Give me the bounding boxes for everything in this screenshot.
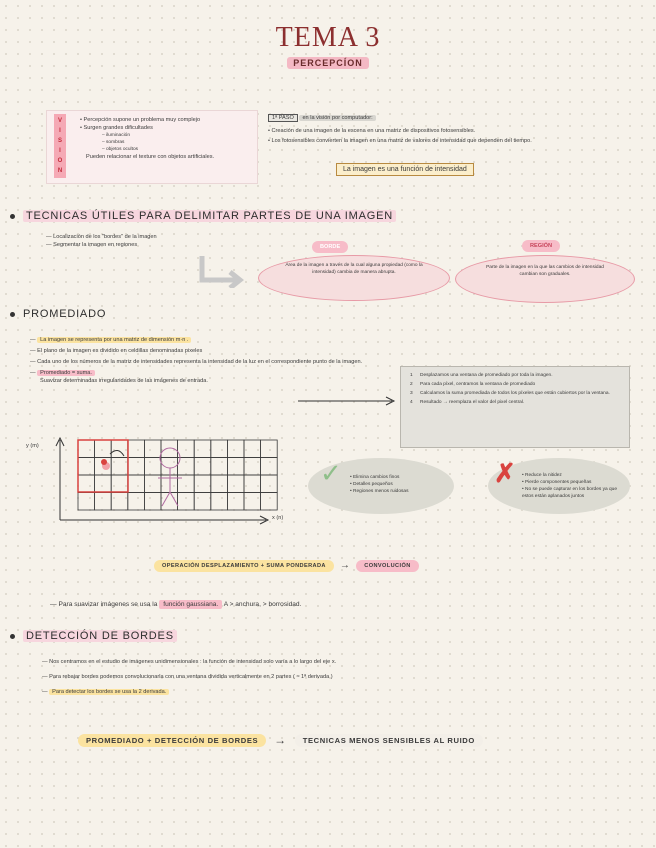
check-icon: ✓ bbox=[320, 458, 342, 488]
grid-cell bbox=[261, 493, 278, 511]
window-marker bbox=[101, 459, 107, 465]
grid-cell bbox=[261, 440, 278, 458]
borde-label: BORDE bbox=[312, 241, 348, 253]
grid-cell bbox=[211, 458, 228, 476]
vision-sub-bullets bbox=[80, 132, 252, 153]
paso-desc: en la visión por computador: bbox=[299, 115, 375, 121]
vision-content bbox=[80, 116, 252, 161]
paso-bullet: • Creación de una imagen de la escena en una matriz de dispositivos fotosensibles. bbox=[268, 128, 476, 134]
grid-cell bbox=[144, 458, 161, 476]
bullet-dot bbox=[10, 214, 15, 219]
cons-item: • Reduce la nitidez bbox=[522, 473, 562, 478]
paso-label: 1ª PASO bbox=[268, 114, 298, 122]
convolucion-left: OPERACIÓN DESPLAZAMIENTO + SUMA PONDERADA bbox=[154, 560, 334, 572]
grid-cell bbox=[78, 458, 95, 476]
grid-cell bbox=[211, 493, 228, 511]
grid-cell bbox=[244, 475, 261, 493]
grid-cell bbox=[144, 493, 161, 511]
bordes-item: — Para rebajar bordes podemos convolucionarla con una ventana dividida verticalmente en 2 partes ( ≈ 1ª derivada ) bbox=[42, 674, 333, 680]
tecnicas-item: — Localización de los "bordes" de la imagen bbox=[46, 234, 157, 240]
tecnicas-list bbox=[46, 233, 157, 249]
grid-cell bbox=[194, 475, 211, 493]
grid-cell bbox=[95, 475, 112, 493]
promediado-item: — Cada uno de los números de la matriz de intensidades representa la intensidad de la luz en el correspondiente punto de la imagen. bbox=[30, 359, 363, 365]
page-title: TEMA 3 bbox=[275, 22, 381, 53]
paso-header bbox=[268, 114, 630, 122]
pros-list bbox=[350, 474, 446, 495]
promediado-heading: PROMEDIADO bbox=[10, 308, 106, 320]
grid-cell bbox=[227, 458, 244, 476]
grid-cell bbox=[227, 440, 244, 458]
region-ellipse bbox=[455, 255, 635, 303]
convolucion-right: CONVOLUCIÓN bbox=[356, 560, 418, 572]
grid-cell bbox=[111, 493, 128, 511]
pixel-grid bbox=[78, 440, 277, 510]
bullet-dot bbox=[10, 634, 15, 639]
grid-cell bbox=[227, 493, 244, 511]
final-row bbox=[78, 733, 483, 747]
cross-icon: ✗ bbox=[494, 458, 516, 488]
promediado-item: — El plano de la imagen es dividido en celdillas denominadas pixeles bbox=[30, 348, 203, 354]
grid-cell bbox=[161, 440, 178, 458]
grid-cell bbox=[227, 475, 244, 493]
grid-cell bbox=[194, 440, 211, 458]
grid-cell bbox=[261, 475, 278, 493]
grid-cell bbox=[211, 440, 228, 458]
grid-cell bbox=[244, 440, 261, 458]
page-subtitle bbox=[0, 58, 656, 68]
grid-cell bbox=[95, 440, 112, 458]
pros-item: • Regiones menos ruidosas bbox=[350, 489, 409, 494]
borde-text: Área de la imagen a través de la cual alguna propiedad (como la intensidad) cambia de manera abrupta. bbox=[285, 263, 423, 275]
grid-cell bbox=[178, 440, 195, 458]
gauss-highlight: función gaussiana. bbox=[159, 600, 222, 609]
cons-item: • No se puede capturar en los bordes ya que estos están aplanados juntos bbox=[522, 487, 618, 499]
grid-cell bbox=[261, 458, 278, 476]
tecnicas-heading: TECNICAS ÚTILES PARA DELIMITAR PARTES DE UNA IMAGEN bbox=[10, 210, 396, 222]
paso-block bbox=[268, 114, 630, 145]
vision-sub-bullet: – iluminación bbox=[102, 133, 131, 138]
bordes-item: — Para detectar los bordes se usa la 2 derivada. bbox=[42, 688, 602, 696]
bordes-heading: DETECCIÓN DE BORDES bbox=[10, 630, 177, 642]
region-label: REGIÓN bbox=[522, 240, 560, 252]
promediado-list bbox=[30, 336, 370, 385]
vision-tab bbox=[54, 114, 66, 178]
region-text: Parte de la imagen en la que las cambios de intensidad cambian son graduales. bbox=[486, 265, 604, 277]
axis-x-label: x (n) bbox=[272, 515, 284, 521]
axis-y-label: y (m) bbox=[26, 443, 39, 449]
promediado-item: — La imagen se representa por una matriz de dimensión m·n . bbox=[30, 336, 370, 344]
grid-cell bbox=[78, 493, 95, 511]
bordes-item: — Nos centramos en el estudio de imágenes unidimensionales : la función de intensidad solo varía a lo largo del eje x. bbox=[42, 659, 337, 665]
grid-cell bbox=[178, 493, 195, 511]
move-arrow bbox=[110, 450, 124, 456]
promediado-item: — Promediado = suma. bbox=[30, 369, 370, 377]
vision-sub-bullet: – sombras bbox=[102, 140, 125, 145]
pros-item: • Elimina cambios finos bbox=[350, 475, 400, 480]
stick-figure bbox=[158, 448, 182, 506]
final-right: TECNICAS MENOS SENSIBLES AL RUIDO bbox=[295, 734, 483, 747]
grid-cell bbox=[95, 493, 112, 511]
vision-bullet: • Surgen grandes dificultades bbox=[80, 125, 153, 131]
grid-cell bbox=[111, 458, 128, 476]
vision-bullet: • Percepción supone un problema muy complejo bbox=[80, 117, 201, 123]
grid-cell bbox=[111, 440, 128, 458]
grid-cell bbox=[144, 440, 161, 458]
paso-callout: La imagen es una función de intensidad bbox=[336, 163, 474, 176]
grid-cell bbox=[111, 475, 128, 493]
tecnicas-arrow bbox=[196, 254, 244, 288]
grid-cell bbox=[78, 440, 95, 458]
paso-bullet: • Los fotosensibles convierten la imagen en una matriz de valores de intensidad que dependen del tiempo. bbox=[268, 138, 532, 144]
gauss-line: — Para suavizar imágenes se usa la función gaussiana. A > anchura, > borrosidad. bbox=[50, 601, 302, 608]
step-item: 2 Para cada píxel, centramos la ventana de promediado bbox=[410, 382, 536, 387]
grid-cell bbox=[128, 475, 145, 493]
bullet-dot bbox=[10, 312, 15, 317]
convolucion-arrow: → bbox=[339, 560, 351, 571]
grid-axes bbox=[56, 438, 268, 524]
step-item: 1 Desplazamos una ventana de promediado por toda la imagen. bbox=[410, 373, 553, 378]
vision-tab-text: V I S I O N bbox=[57, 118, 63, 174]
grid-cell bbox=[128, 493, 145, 511]
step-item: 3 Calculamos la suma promediada de todos los píxeles que están cubiertos por la ventana. bbox=[410, 391, 610, 396]
grid-cell bbox=[244, 458, 261, 476]
step-item: 4 Resultado → reemplaza el valor del pixel central. bbox=[410, 400, 525, 405]
grid-cell bbox=[194, 493, 211, 511]
final-left: PROMEDIADO + DETECCIÓN DE BORDES bbox=[78, 734, 266, 747]
promediado-arrow bbox=[298, 396, 398, 406]
grid-cell bbox=[244, 493, 261, 511]
grid-cell bbox=[78, 475, 95, 493]
pros-item: • Detalles pequeños bbox=[350, 482, 393, 487]
convolucion-row bbox=[154, 560, 419, 572]
vision-note: Pueden relacionar el texture con objetos artificiales. bbox=[86, 154, 215, 160]
subtitle-text: PERCEPCÍON bbox=[287, 57, 369, 69]
steps-list bbox=[410, 372, 622, 406]
promediado-item: Suavizar determinadas irregularidades de las imágenes de entrada. bbox=[40, 378, 208, 384]
grid-cell bbox=[128, 458, 145, 476]
tecnicas-item: — Segmentar la imagen en regiones bbox=[46, 242, 138, 248]
vision-sub-bullet: – objetos ocultos bbox=[102, 147, 139, 152]
final-arrow: → bbox=[274, 733, 287, 747]
grid-cell bbox=[211, 475, 228, 493]
grid-cell bbox=[194, 458, 211, 476]
grid-cell bbox=[128, 440, 145, 458]
bordes-list bbox=[42, 658, 602, 696]
cons-list bbox=[522, 472, 626, 500]
cons-item: • Pierde componentes pequeñas bbox=[522, 480, 592, 485]
